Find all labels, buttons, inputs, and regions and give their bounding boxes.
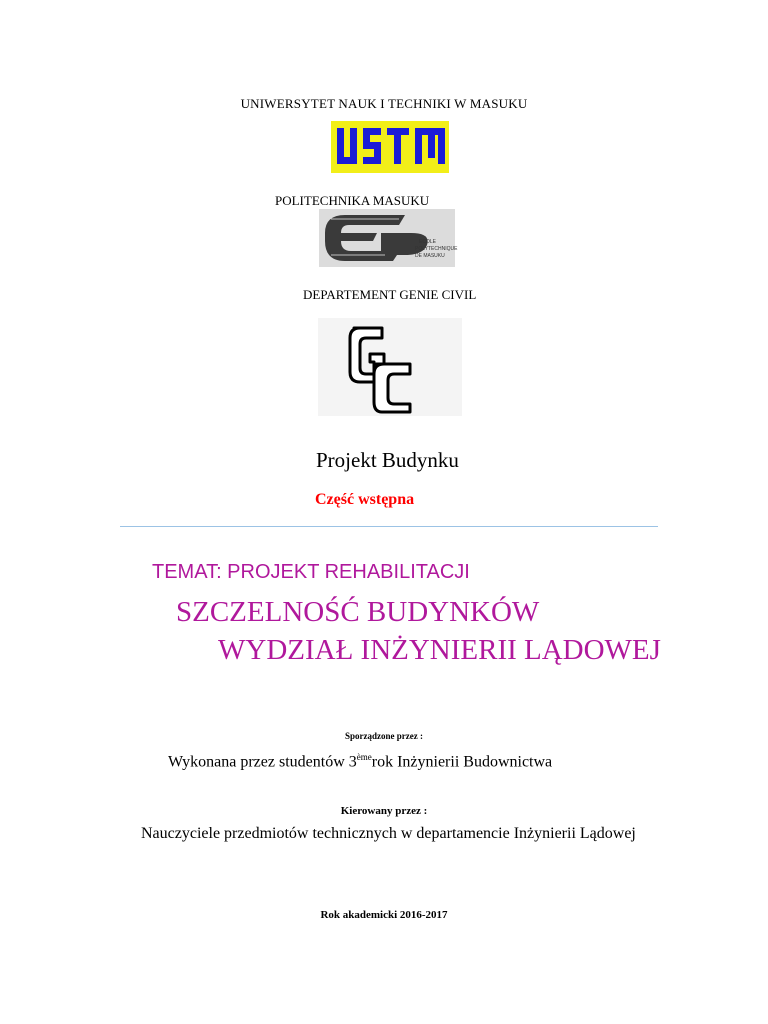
- topic-label: TEMAT: PROJEKT REHABILITACJI: [152, 561, 470, 583]
- department-name: DEPARTEMENT GENIE CIVIL: [303, 287, 477, 302]
- prepared-text-after: rok Inżynierii Budownictwa: [371, 753, 553, 771]
- department-logo: [318, 318, 462, 416]
- prepared-by-label: Sporządzone przez :: [345, 731, 423, 741]
- prepared-text-before: Wykonana przez studentów 3: [168, 753, 357, 771]
- polytechnic-name: POLITECHNIKA MASUKU: [275, 193, 430, 208]
- title-line-1: SZCZELNOŚĆ BUDYNKÓW: [176, 596, 540, 628]
- polytechnic-logo-small-3: DE MASUKU: [415, 253, 445, 259]
- polytechnic-logo-small-2: POLYTECHNIQUE: [415, 246, 458, 252]
- ustm-logo: [331, 121, 449, 173]
- academic-year: Rok akademicki 2016-2017: [320, 909, 448, 921]
- prepared-by-text: [168, 752, 552, 771]
- project-part: Część wstępna: [315, 491, 415, 508]
- divider-line: [120, 526, 658, 527]
- polytechnic-logo: [319, 209, 458, 267]
- title-line-2: WYDZIAŁ INŻYNIERII LĄDOWEJ: [218, 634, 661, 666]
- polytechnic-logo-small-1: ECOLE: [419, 239, 436, 245]
- prepared-superscript: ème: [356, 752, 372, 762]
- supervised-by-label: Kierowany przez :: [340, 805, 428, 817]
- project-name: Projekt Budynku: [316, 448, 459, 472]
- university-name: UNIWERSYTET NAUK I TECHNIKI W MASUKU: [240, 96, 528, 111]
- supervised-by-text: Nauczyciele przedmiotów technicznych w departamencie Inżynierii Lądowej: [141, 825, 636, 842]
